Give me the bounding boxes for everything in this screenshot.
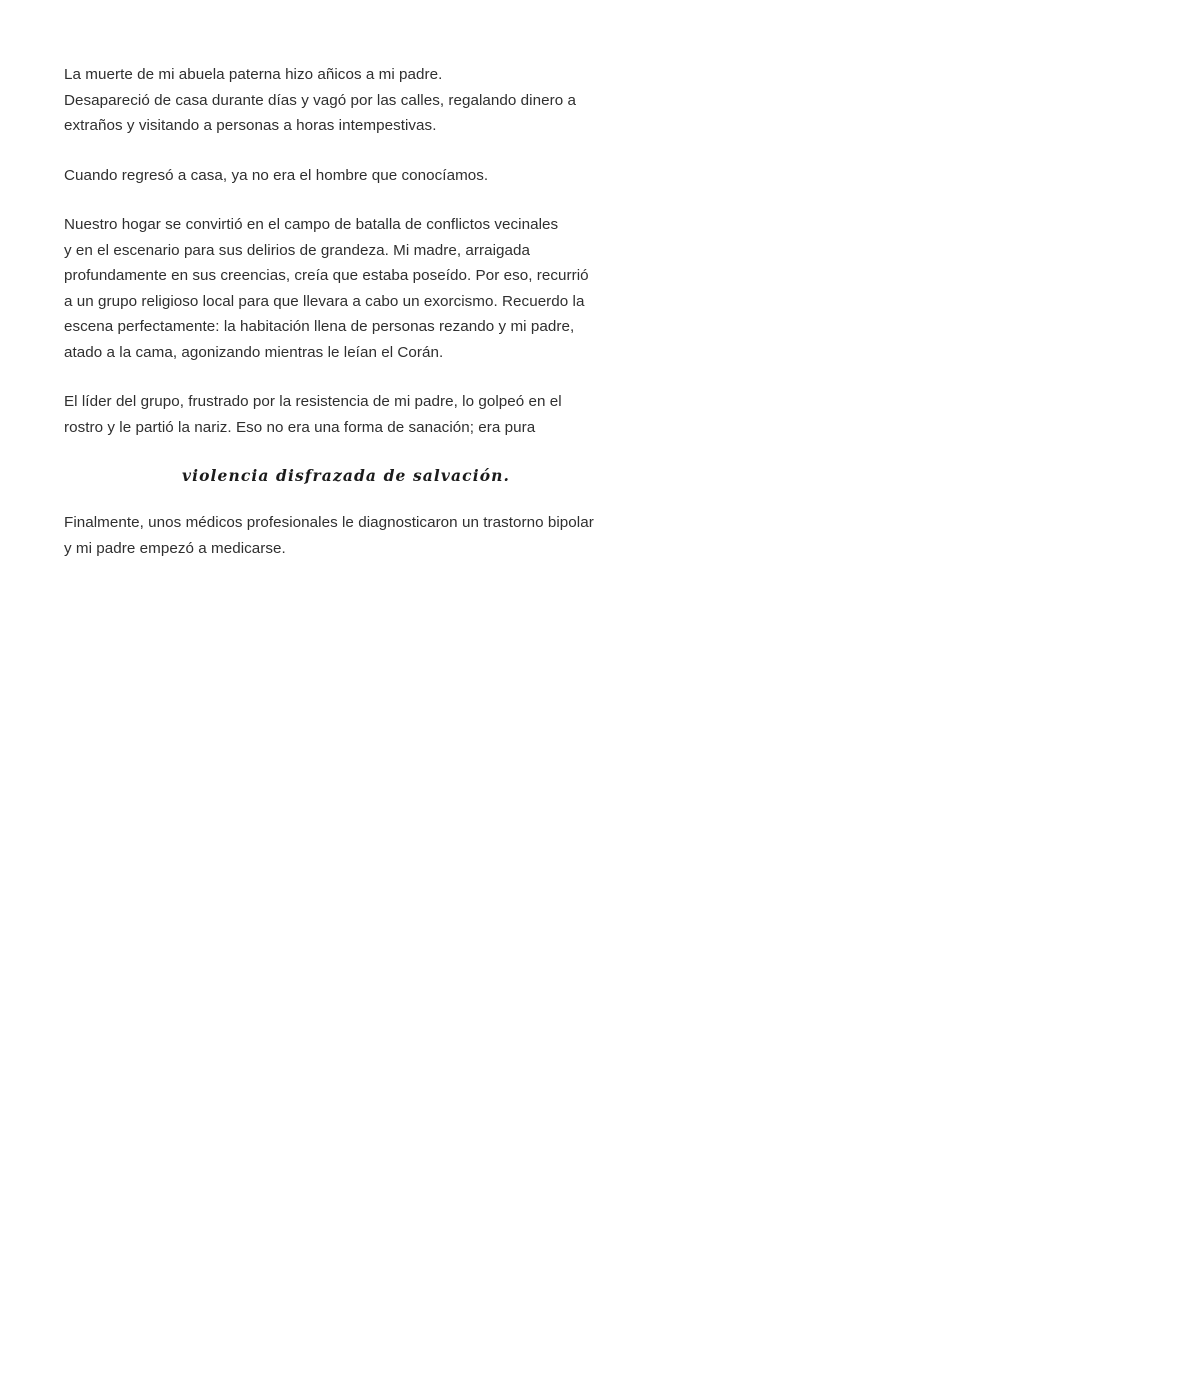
paragraph-3-line-3: profundamente en sus creencias, creía que estaba poseído. Por eso, recurrió: [64, 267, 589, 284]
pullquote: violencia disfrazada de salvación.: [182, 466, 511, 485]
paragraph-3-line-4: a un grupo religioso local para que llevara a cabo un exorcismo. Recuerdo la: [64, 292, 585, 310]
paragraph-3-line-1: Nuestro hogar se convirtió en el campo de batalla de conflictos vecinales: [64, 216, 559, 233]
paragraph-1-line-2: Desapareció de casa durante días y vagó por las calles, regalando dinero a: [64, 91, 576, 109]
paragraph-5-line-1: Finalmente, unos médicos profesionales le diagnosticaron un trastorno bipolar: [64, 514, 594, 531]
paragraph-1: [64, 62, 684, 139]
paragraph-4-line-2: rostro y le partió la nariz. Eso no era una forma de sanación; era pura: [64, 418, 536, 436]
paragraph-3-line-5: escena perfectamente: la habitación llena de personas rezando y mi padre,: [64, 318, 575, 335]
paragraph-5-line-2: y mi padre empezó a medicarse.: [64, 539, 286, 557]
paragraph-3-line-2: y en el escenario para sus delirios de grandeza. Mi madre, arraigada: [64, 241, 531, 259]
paragraph-1-line-3: extraños y visitando a personas a horas intempestivas.: [64, 117, 437, 134]
document-body: [64, 62, 684, 561]
paragraph-4: [64, 389, 684, 440]
paragraph-1-line-1: La muerte de mi abuela paterna hizo añicos a mi padre.: [64, 66, 443, 83]
paragraph-3: [64, 212, 684, 365]
paragraph-4-line-1: El líder del grupo, frustrado por la resistencia de mi padre, lo golpeó en el: [64, 393, 562, 410]
paragraph-5: [64, 510, 684, 561]
paragraph-2: [64, 163, 684, 189]
paragraph-3-line-6: atado a la cama, agonizando mientras le leían el Corán.: [64, 343, 444, 361]
paragraph-2-line-1: Cuando regresó a casa, ya no era el hombre que conocíamos.: [64, 166, 489, 184]
